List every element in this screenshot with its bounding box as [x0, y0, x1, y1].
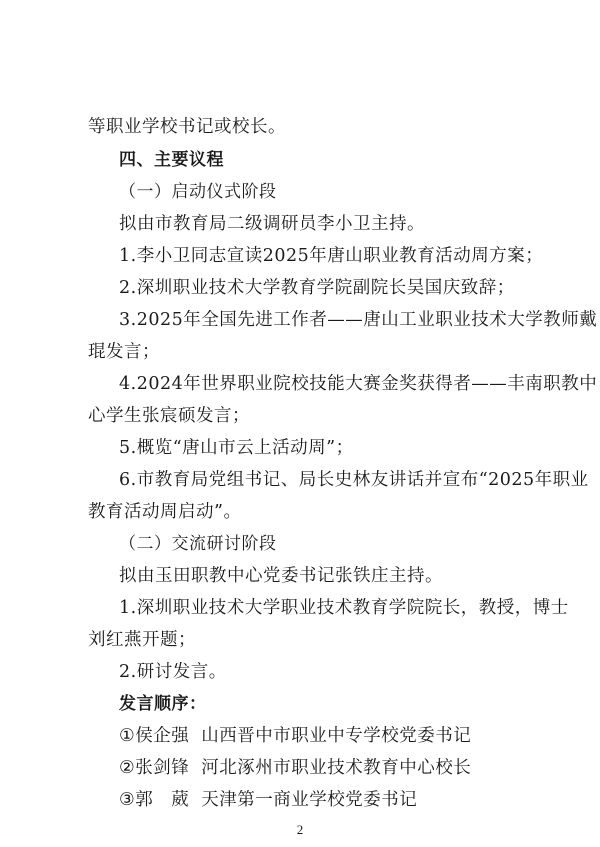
stage1-item: 1.李小卫同志宣读2025年唐山职业教育活动周方案；	[119, 246, 544, 266]
stage1-item: 3.2025年全国先进工作者——唐山工业职业技术大学教师戴	[119, 310, 598, 330]
section-heading: 四、主要议程	[119, 150, 224, 170]
speaker-name: 张剑锋	[135, 758, 190, 778]
stage1-item-continued: 琨发言；	[88, 342, 160, 362]
page-number: 2	[296, 822, 304, 837]
stage1-item-continued: 心学生张宸硕发言；	[88, 406, 250, 426]
speaker-name: 郭 葳	[135, 790, 190, 810]
speaker-row	[119, 757, 471, 779]
speaking-order-heading: 发言顺序：	[119, 694, 207, 714]
speaker-title: 天津第一商业学校党委书记	[201, 790, 418, 810]
stage2-heading: （二）交流研讨阶段	[119, 534, 277, 554]
stage1-item: 5.概览“唐山市云上活动周”；	[119, 438, 354, 458]
stage2-item: 1.深圳职业技术大学职业技术教育学院院长，教授，博士	[119, 598, 569, 618]
speaker-marker: ①	[119, 726, 136, 746]
speaker-row	[119, 789, 417, 811]
stage1-item-continued: 教育活动周启动”。	[88, 502, 242, 522]
stage1-item: 6.市教育局党组书记、局长史林友讲话并宣布“2025年职业	[119, 470, 589, 490]
speaker-marker: ②	[119, 758, 136, 778]
stage2-host: 拟由玉田职教中心党委书记张铁庄主持。	[119, 566, 443, 586]
stage1-item: 4.2024年世界职业院校技能大赛金奖获得者——丰南职教中	[119, 374, 598, 394]
opening-line: 等职业学校书记或校长。	[88, 117, 286, 137]
stage1-heading: （一）启动仪式阶段	[119, 182, 277, 202]
speaker-row	[119, 725, 471, 747]
stage1-item: 2.深圳职业技术大学教育学院副院长吴国庆致辞；	[119, 278, 515, 298]
speaker-name: 侯企强	[135, 726, 190, 746]
speaker-title: 河北涿州市职业技术教育中心校长	[201, 758, 472, 778]
stage2-item-continued: 刘红燕开题；	[88, 630, 196, 650]
stage2-item: 2.研讨发言。	[119, 662, 227, 682]
speaker-marker: ③	[119, 790, 136, 810]
speaker-title: 山西晋中市职业中专学校党委书记	[201, 726, 472, 746]
stage1-host: 拟由市教育局二级调研员李小卫主持。	[119, 214, 425, 234]
